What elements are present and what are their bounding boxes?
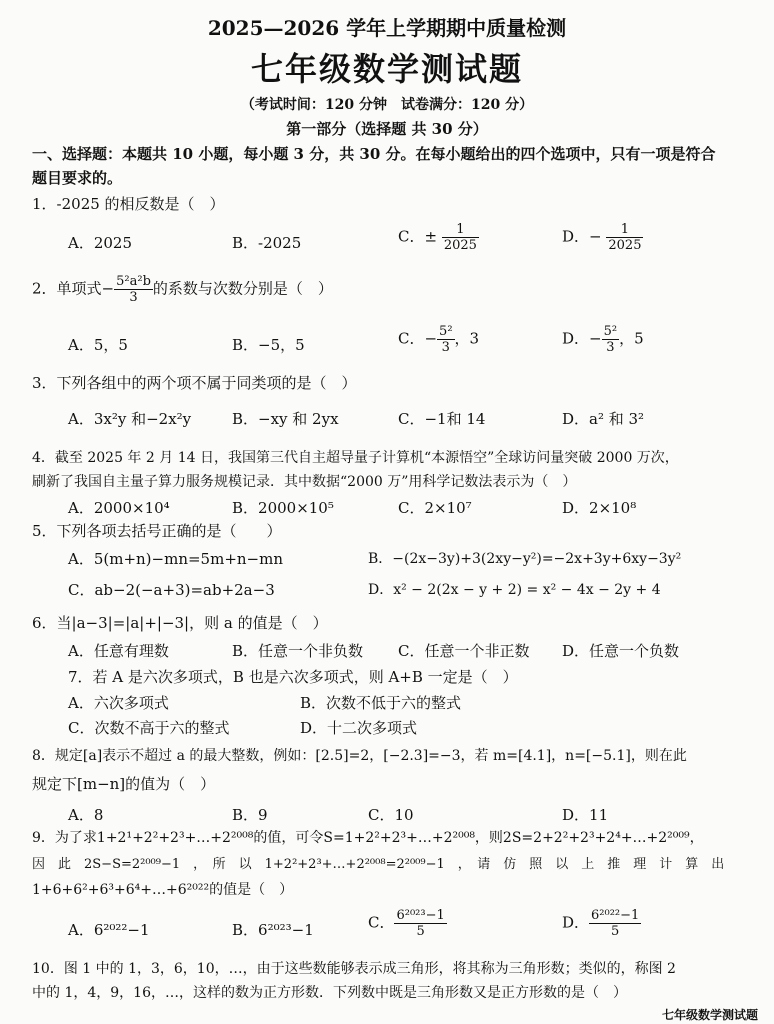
q2-stem-suffix: 的系数与次数分别是（ ）	[152, 279, 333, 298]
q2-stem-numerator: 5²a²b	[116, 274, 151, 289]
q9-option-d-numerator: 6²⁰²²−1	[591, 908, 640, 923]
exam-title: 七年级数学测试题	[250, 50, 523, 88]
q9-option-c-numerator: 6²⁰²³−1	[396, 908, 445, 923]
q9-option-a: A．6²⁰²²−1	[68, 921, 150, 939]
q9-option-d-denominator: 5	[611, 924, 620, 939]
q6-option-d: D．任意一个负数	[562, 642, 680, 660]
q8-option-b: B．9	[232, 806, 268, 824]
q1-option-b: B．-2025	[232, 234, 302, 252]
q6-option-b: B．任意一个非负数	[232, 642, 364, 660]
q3-option-b: B．−xy 和 2yx	[232, 410, 339, 428]
q1-option-d-denominator: 2025	[608, 238, 642, 253]
q9-option-c	[368, 908, 447, 939]
q5-option-b: B．−(2x−3y)+3(2xy−y²)=−2x+3y+6xy−3y²	[368, 551, 682, 567]
q2-option-c-denominator: 3	[441, 340, 450, 355]
q6-option-c: C．任意一个非正数	[398, 642, 530, 660]
q2-option-d	[562, 324, 644, 355]
q5-stem: 5．下列各项去括号正确的是（ ）	[32, 522, 282, 540]
q3-option-c: C．−1和 14	[398, 410, 486, 428]
q10-stem-line2: 中的 1，4，9，16，…，这样的数为正方形数．下列数中既是三角形数又是正方形数的是（ ）	[32, 985, 627, 1001]
q1-option-d-numerator: 1	[606, 222, 643, 238]
q5-option-d: D．x² − 2(2x − y + 2) = x² − 4x − 2y + 4	[368, 582, 661, 598]
q6-option-a: A．任意有理数	[68, 642, 169, 660]
q1-option-c-label: C．±	[398, 227, 438, 246]
q2-option-d-numerator: 5²	[603, 324, 618, 339]
q9-option-b: B．6²⁰²³−1	[232, 921, 314, 939]
q2-option-a: A．5，5	[68, 336, 128, 354]
q1-option-c	[398, 222, 479, 253]
q10-stem-line1: 10．图 1 中的 1，3，6，10，…，由于这些数能够表示成三角形，将其称为三角形数；类似的，称图 2	[32, 961, 676, 977]
q1-option-c-denominator: 2025	[443, 238, 477, 253]
q4-stem-line2: 刷新了我国自主量子算力服务规模记录．其中数据“2000 万”用科学记数法表示为（ ）	[32, 474, 577, 490]
q2-option-c-numerator: 5²	[439, 324, 453, 339]
q2-stem	[32, 274, 333, 305]
q3-stem: 3．下列各组中的两个项不属于同类项的是（ ）	[32, 374, 357, 392]
q1-option-c-numerator: 1	[442, 222, 479, 238]
q8-stem-line2: 规定下[m−n]的值为（ ）	[32, 775, 216, 793]
q8-option-c: C．10	[368, 806, 414, 824]
q9-option-c-label: C．	[368, 913, 395, 932]
q1-option-d	[562, 222, 643, 253]
section-instruction-line1: 一、选择题：本题共 10 小题，每小题 3 分，共 30 分。在每小题给出的四个选项中，只有一项是符合	[32, 145, 716, 163]
q9-stem-line1: 9．为了求1+2¹+2²+2³+…+2²⁰⁰⁸的值，可令S=1+2²+2³+…+2²⁰⁰⁸，则2S=2+2²+2³+2⁴+…+2²⁰⁰⁹，	[32, 830, 704, 846]
q2-stem-denominator: 3	[129, 290, 138, 305]
q4-option-c: C．2×10⁷	[398, 499, 472, 517]
q7-option-d: D．十二次多项式	[300, 719, 418, 737]
q9-option-d	[562, 908, 641, 939]
q7-option-c: C．次数不高于六的整式	[68, 719, 230, 737]
q4-option-d: D．2×10⁸	[562, 499, 637, 517]
q5-option-a: A．5(m+n)−mn=5m+n−mn	[68, 550, 284, 568]
q2-option-b: B．−5，5	[232, 336, 305, 354]
section-instruction-line2: 题目要求的。	[32, 169, 123, 187]
q6-stem: 6．当|a−3|=|a|+|−3|，则 a 的值是（ ）	[32, 614, 328, 632]
q5-option-c: C．ab−2(−a+3)=ab+2a−3	[68, 581, 275, 599]
q2-option-d-label: D．−	[562, 329, 602, 348]
q3-option-a: A．3x²y 和−2x²y	[68, 410, 192, 428]
q1-stem: 1．-2025 的相反数是（ ）	[32, 195, 225, 213]
q2-option-c	[398, 324, 479, 355]
q4-option-a: A．2000×10⁴	[68, 499, 170, 517]
q3-option-d: D．a² 和 3²	[562, 410, 645, 428]
q2-option-c-suffix: ，3	[454, 329, 480, 348]
exam-info: （考试时间：120 分钟 试卷满分：120 分）	[240, 97, 534, 113]
q8-stem-line1: 8．规定[a]表示不超过 a 的最大整数，例如：[2.5]=2，[−2.3]=−3，若 m=[4.1]，n=[−5.1]，则在此	[32, 748, 687, 764]
q9-stem-line3: 1+6+6²+6³+6⁴+…+6²⁰²²的值是（ ）	[32, 882, 294, 898]
q7-option-b: B．次数不低于六的整式	[300, 694, 462, 712]
q7-stem: 7．若 A 是六次多项式，B 也是六次多项式，则 A+B 一定是（ ）	[68, 668, 518, 686]
q2-option-c-label: C．−	[398, 329, 438, 348]
q7-option-a: A．六次多项式	[68, 694, 169, 712]
q2-option-d-suffix: ，5	[619, 329, 644, 348]
q2-stem-prefix: 2．单项式−	[32, 279, 115, 298]
q1-option-d-label: D．−	[562, 227, 602, 246]
q8-option-a: A．8	[68, 806, 104, 824]
part-heading: 第一部分（选择题 共 30 分）	[286, 120, 488, 138]
q4-stem-line1: 4．截至 2025 年 2 月 14 日，我国第三代自主超导量子计算机“本源悟空”全球访问量突破 2000 万次，	[32, 450, 679, 466]
q9-stem-line2: 因 此 2S−S=2²⁰⁰⁹−1 ， 所 以 1+2²+2³+…+2²⁰⁰⁸=2²⁰⁰⁹−1 ， 请 仿 照 以 上 推 理 计 算 出	[32, 857, 725, 872]
q8-option-d: D．11	[562, 806, 609, 824]
q1-option-a: A．2025	[68, 234, 133, 252]
q9-option-c-denominator: 5	[416, 924, 425, 939]
q4-option-b: B．2000×10⁵	[232, 499, 334, 517]
page-footer: 七年级数学测试题	[661, 1008, 758, 1022]
q2-option-d-denominator: 3	[606, 340, 615, 355]
exam-title-line1: 2025—2026 学年上学期期中质量检测	[207, 16, 567, 40]
q9-option-d-label: D．	[562, 913, 590, 932]
